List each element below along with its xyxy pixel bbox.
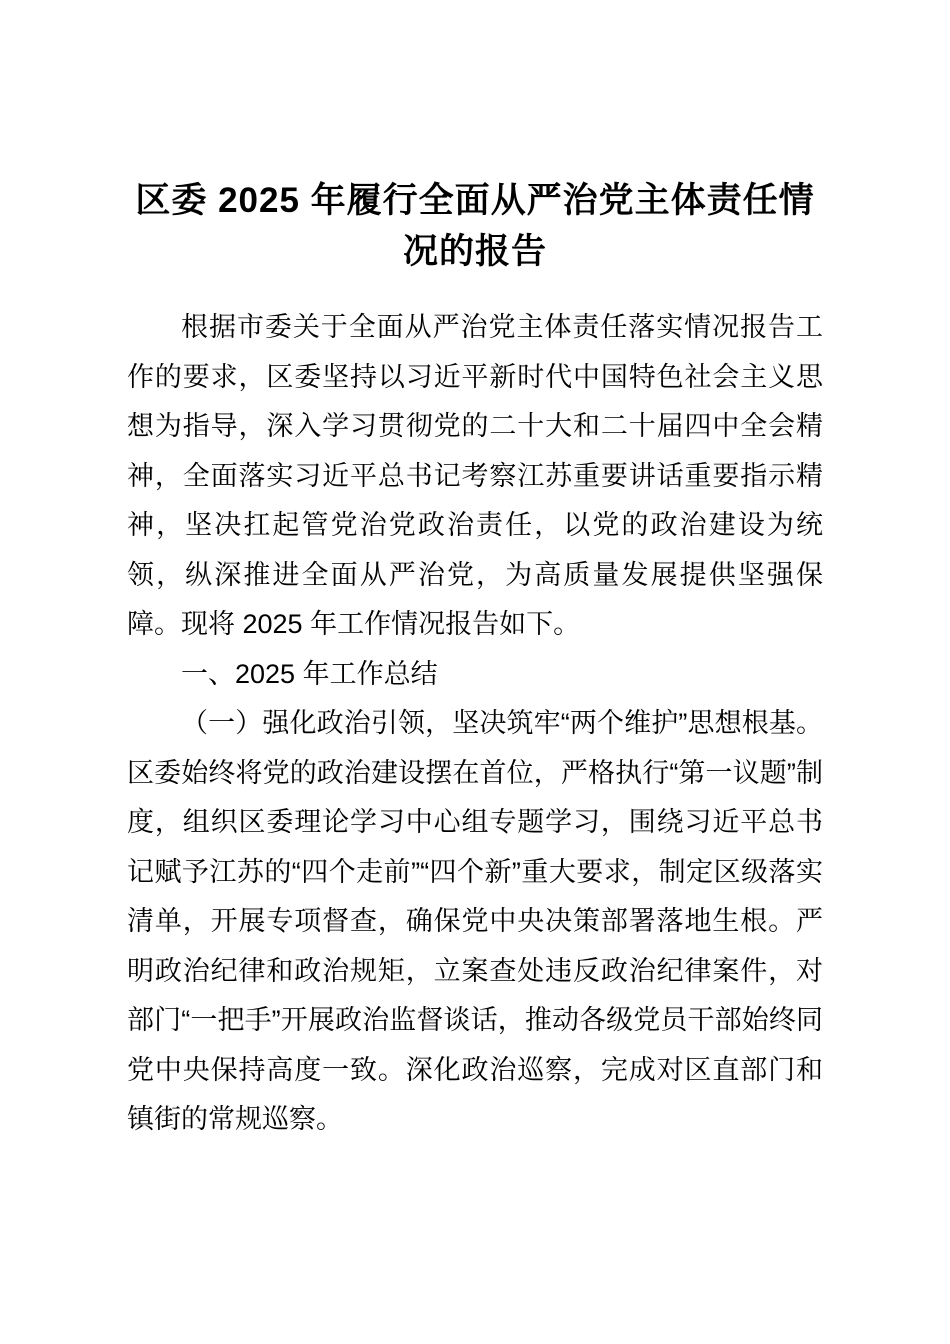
paragraph-introduction: 根据市委关于全面从严治党主体责任落实情况报告工作的要求，区委坚持以习近平新时代中国特色社会主义思想为指导，深入学习贯彻党的二十大和二十届四中全会精神，全面落实习近平总书记考察江苏重要讲话重要指示精神，坚决扛起管党治党政治责任，以党的政治建设为统领，纵深推进全面从严治党，为高质量发展提供坚强保障。现将 2025 年工作情况报告如下。	[127, 312, 823, 639]
document-body	[127, 303, 823, 1145]
document-title: 区委 2025 年履行全面从严治党主体责任情况的报告	[135, 181, 815, 271]
paragraph-section-one: （一）强化政治引领，坚决筑牢“两个维护”思想根基。区委始终将党的政治建设摆在首位，严格执行“第一议题”制度，组织区委理论学习中心组专题学习，围绕习近平总书记赋予江苏的“四个走前”“四个新”重大要求，制定区级落实清单，开展专项督查，确保党中央决策部署落地生根。严明政治纪律和政治规矩，立案查处违反政治纪律案件，对部门“一把手”开展政治监督谈话，推动各级党员干部始终同党中央保持高度一致。深化政治巡察，完成对区直部门和镇街的常规巡察。	[127, 708, 823, 1134]
section-heading-work-summary: 一、2025 年工作总结	[181, 658, 438, 689]
